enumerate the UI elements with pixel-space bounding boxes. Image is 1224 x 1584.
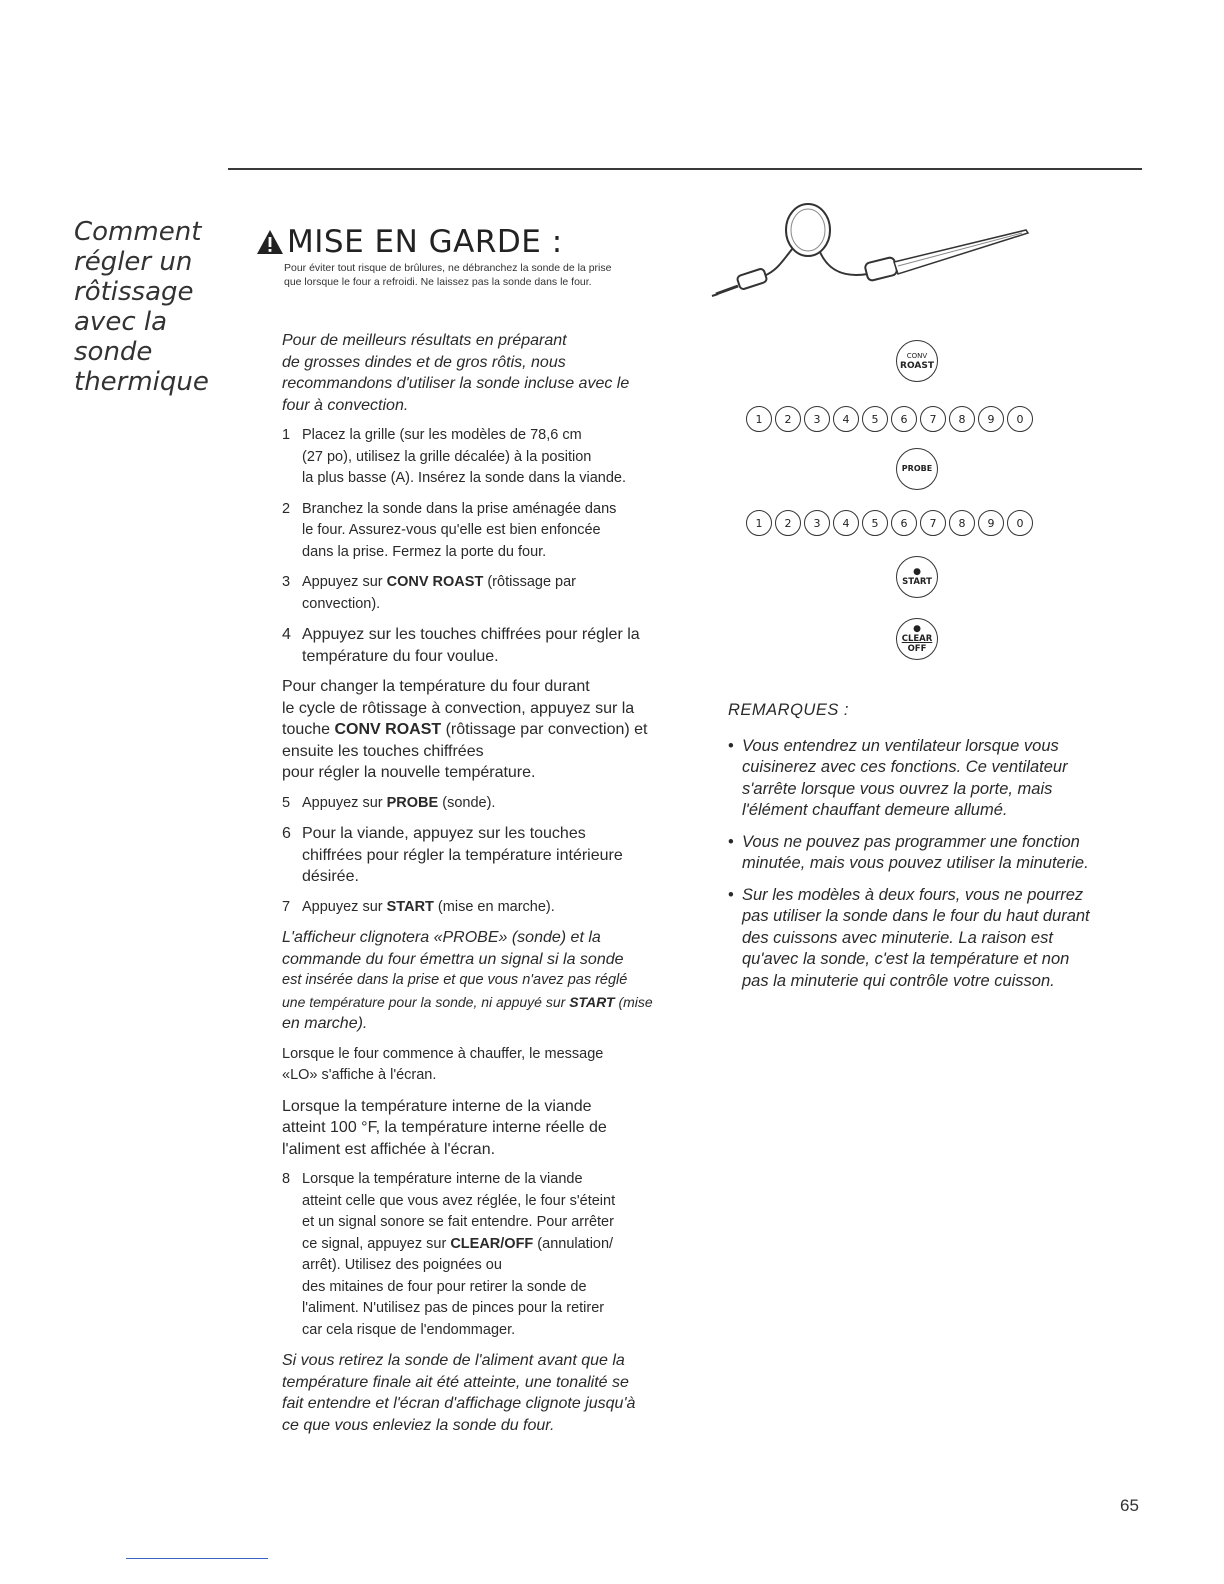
para-line: Pour changer la température du four durant (282, 678, 590, 695)
step-number: 5 (282, 794, 291, 811)
step-number: 8 (282, 1171, 291, 1187)
para-line: Lorsque la température interne de la viande (282, 1097, 592, 1115)
warning-title: MISE EN GARDE : (287, 224, 563, 260)
conv-roast-key: CONV ROAST (386, 574, 484, 590)
section-title-line: Comment (74, 217, 202, 248)
digit-4-button[interactable]: 4 (833, 406, 859, 432)
note-item (728, 832, 1148, 875)
step-text: (annulation/ (533, 1235, 614, 1252)
digit-0-button[interactable]: 0 (1007, 406, 1033, 432)
digit-0-button[interactable]: 0 (1007, 510, 1033, 536)
step-line: chiffrées pour régler la température intérieure (302, 846, 623, 864)
step-5 (282, 793, 702, 815)
note-line: qu'avec la sonde, c'est la température et non (742, 950, 1070, 968)
note-line: Sur les modèles à deux fours, vous ne pourrez (742, 885, 1084, 904)
start-button[interactable] (896, 556, 938, 598)
step-number: 2 (282, 500, 291, 517)
digit-1-button[interactable]: 1 (746, 510, 772, 536)
warning-line: que lorsque le four a refroidi. Ne laissez pas la sonde dans le four. (284, 276, 592, 288)
step-line: Lorsque la température interne de la viande (302, 1171, 583, 1187)
step-line: température du four voulue. (302, 647, 499, 665)
para-text: (rôtissage par convection) et (441, 721, 648, 738)
para-text: (mise (614, 993, 653, 1010)
instructions-column (282, 330, 702, 1445)
bullet-icon: • (728, 736, 734, 755)
step-line: le four. Assurez-vous qu'elle est bien enfoncée (302, 522, 601, 538)
section-title-line: thermique (74, 367, 209, 398)
step-line: l'aliment. N'utilisez pas de pinces pour la retirer (302, 1300, 605, 1316)
digit-9-button[interactable]: 9 (978, 510, 1004, 536)
step-6 (282, 823, 702, 888)
page-number: 65 (1120, 1496, 1139, 1515)
note-line: minutée, mais vous pouvez utiliser la minuterie. (742, 854, 1089, 872)
number-pad-row-2 (746, 510, 1033, 536)
step-text: Appuyez sur (302, 794, 387, 811)
step-text: (rôtissage par (483, 574, 576, 590)
probe-key: PROBE (386, 794, 439, 811)
digit-1-button[interactable]: 1 (746, 406, 772, 432)
para-line: Si vous retirez la sonde de l'aliment avant que la (282, 1352, 625, 1369)
step-7 (282, 897, 702, 919)
off-label: OFF (907, 644, 927, 654)
bullet-icon: • (728, 832, 734, 851)
para-line: atteint 100 °F, la température interne réelle de (282, 1119, 607, 1136)
warning-triangle-icon (256, 229, 284, 255)
step-text: (sonde). (438, 794, 496, 811)
step-text: (mise en marche). (433, 898, 555, 915)
digit-5-button[interactable]: 5 (862, 406, 888, 432)
digit-7-button[interactable]: 7 (920, 510, 946, 536)
step-2 (282, 499, 702, 564)
intro-line: recommandons d'utiliser la sonde incluse avec le (282, 375, 630, 392)
note-item (728, 885, 1148, 993)
step-line: convection). (302, 595, 381, 612)
digit-6-button[interactable]: 6 (891, 406, 917, 432)
intro-line: Pour de meilleurs résultats en préparant (282, 332, 567, 349)
digit-6-button[interactable]: 6 (891, 510, 917, 536)
conv-label: CONV (906, 352, 928, 360)
step-line: désirée. (302, 868, 359, 885)
start-dot-icon: ● (913, 567, 921, 577)
roast-label: ROAST (900, 361, 934, 371)
para-line: fait entendre et l'écran d'affichage clignote jusqu'à (282, 1395, 636, 1412)
para-line: ensuite les touches chiffrées (282, 742, 484, 760)
digit-2-button[interactable]: 2 (775, 406, 801, 432)
para-line: le cycle de rôtissage à convection, appuyez sur la (282, 699, 635, 717)
note-line: pas utiliser la sonde dans le four du haut durant (742, 907, 1090, 925)
intro-line: de grosses dindes et de gros rôtis, nous (282, 353, 566, 371)
internal-temp-paragraph (282, 1096, 702, 1161)
para-line: pour régler la nouvelle température. (282, 764, 536, 781)
blink-paragraph (282, 927, 702, 1035)
notes-title: REMARQUES : (728, 701, 850, 719)
note-line: pas la minuterie qui contrôle votre cuisson. (742, 971, 1055, 990)
note-line: Vous ne pouvez pas programmer une fonction (742, 832, 1080, 851)
step-number: 1 (282, 427, 291, 443)
probe-label: PROBE (901, 464, 933, 473)
clear-dot-icon: ● (913, 624, 921, 634)
start-label: START (902, 577, 932, 587)
step-line: Placez la grille (sur les modèles de 78,6 cm (302, 427, 582, 443)
step-1 (282, 425, 702, 490)
para-line: en marche). (282, 1015, 368, 1032)
step-text: Appuyez sur (302, 574, 387, 590)
para-line: «LO» s'affiche à l'écran. (282, 1067, 437, 1083)
digit-3-button[interactable]: 3 (804, 406, 830, 432)
step-line: (27 po), utilisez la grille décalée) à la position (302, 448, 592, 465)
step-line: atteint celle que vous avez réglée, le four s'éteint (302, 1192, 616, 1209)
clear-off-key: CLEAR/OFF (450, 1235, 534, 1252)
start-key: START (386, 898, 434, 915)
para-line: température finale ait été atteinte, une tonalité se (282, 1373, 629, 1391)
lo-paragraph (282, 1044, 702, 1087)
step-text: Appuyez sur (302, 898, 387, 915)
note-line: s'arrête lorsque vous ouvrez la porte, mais (742, 779, 1053, 798)
digit-2-button[interactable]: 2 (775, 510, 801, 536)
warning-heading (256, 224, 706, 260)
conv-roast-key: CONV ROAST (334, 721, 442, 738)
warning-text (284, 261, 706, 289)
step-8 (282, 1169, 702, 1341)
digit-8-button[interactable]: 8 (949, 510, 975, 536)
step-number: 3 (282, 574, 291, 590)
step-line: arrêt). Utilisez des poignées ou (302, 1257, 502, 1273)
number-pad-row-1 (746, 406, 1033, 432)
section-title-line: avec la (74, 307, 168, 338)
digit-9-button[interactable]: 9 (978, 406, 1004, 432)
top-rule (228, 168, 1142, 170)
final-paragraph (282, 1350, 702, 1436)
warning-box (256, 224, 706, 289)
digit-5-button[interactable]: 5 (862, 510, 888, 536)
para-line: l'aliment est affichée à l'écran. (282, 1140, 496, 1158)
digit-7-button[interactable]: 7 (920, 406, 946, 432)
section-title (74, 217, 214, 397)
digit-3-button[interactable]: 3 (804, 510, 830, 536)
start-key: START (569, 993, 615, 1010)
step-line: dans la prise. Fermez la porte du four. (302, 543, 547, 560)
step-line: la plus basse (A). Insérez la sonde dans la viande. (302, 470, 627, 486)
para-text: touche (282, 721, 335, 738)
section-title-line: régler un (74, 247, 193, 278)
note-item (728, 736, 1148, 822)
step-4 (282, 624, 702, 667)
note-line: des cuissons avec minuterie. La raison est (742, 928, 1053, 947)
step-line: Appuyez sur les touches chiffrées pour régler la (302, 626, 640, 643)
step-line: Pour la viande, appuyez sur les touches (302, 825, 586, 842)
clear-off-button[interactable] (896, 618, 938, 660)
note-line: l'élément chauffant demeure allumé. (742, 801, 1008, 819)
step-line: Branchez la sonde dans la prise aménagée dans (302, 500, 617, 517)
digit-8-button[interactable]: 8 (949, 406, 975, 432)
digit-4-button[interactable]: 4 (833, 510, 859, 536)
step-3 (282, 572, 702, 615)
bullet-icon: • (728, 885, 734, 904)
step-line: et un signal sonore se fait entendre. Pour arrêter (302, 1214, 614, 1230)
section-title-line: sonde (74, 337, 153, 368)
section-title-line: rôtissage (74, 277, 194, 308)
step-number: 7 (282, 898, 291, 915)
conv-roast-button[interactable] (896, 340, 938, 382)
intro-line: four à convection. (282, 396, 409, 414)
clear-label: CLEAR (901, 634, 933, 644)
para-line: est insérée dans la prise et que vous n'avez pas réglé (282, 972, 628, 988)
step-line: des mitaines de four pour retirer la sonde de (302, 1278, 587, 1295)
step-text: ce signal, appuyez sur (302, 1235, 451, 1252)
probe-illustration (708, 200, 1038, 310)
note-line: cuisinerez avec ces fonctions. Ce ventilateur (742, 758, 1068, 776)
notes-section (728, 700, 1148, 1002)
para-line: ce que vous enleviez la sonde du four. (282, 1416, 555, 1434)
probe-button[interactable] (896, 448, 938, 490)
step-line: car cela risque de l'endommager. (302, 1321, 516, 1338)
para-line: L'afficheur clignotera «PROBE» (sonde) et la (282, 929, 601, 946)
note-line: Vous entendrez un ventilateur lorsque vous (742, 736, 1059, 755)
warning-line: Pour éviter tout risque de brûlures, ne débranchez la sonde de la prise (284, 262, 612, 274)
para-line: Lorsque le four commence à chauffer, le message (282, 1045, 604, 1062)
para-line: commande du four émettra un signal si la sonde (282, 950, 624, 968)
bottom-link-rule (126, 1558, 268, 1559)
change-temp-paragraph (282, 676, 702, 784)
step-number: 6 (282, 825, 291, 842)
para-text: une température pour la sonde, ni appuyé sur (282, 993, 570, 1010)
step-number: 4 (282, 626, 291, 643)
intro-paragraph (282, 330, 702, 416)
